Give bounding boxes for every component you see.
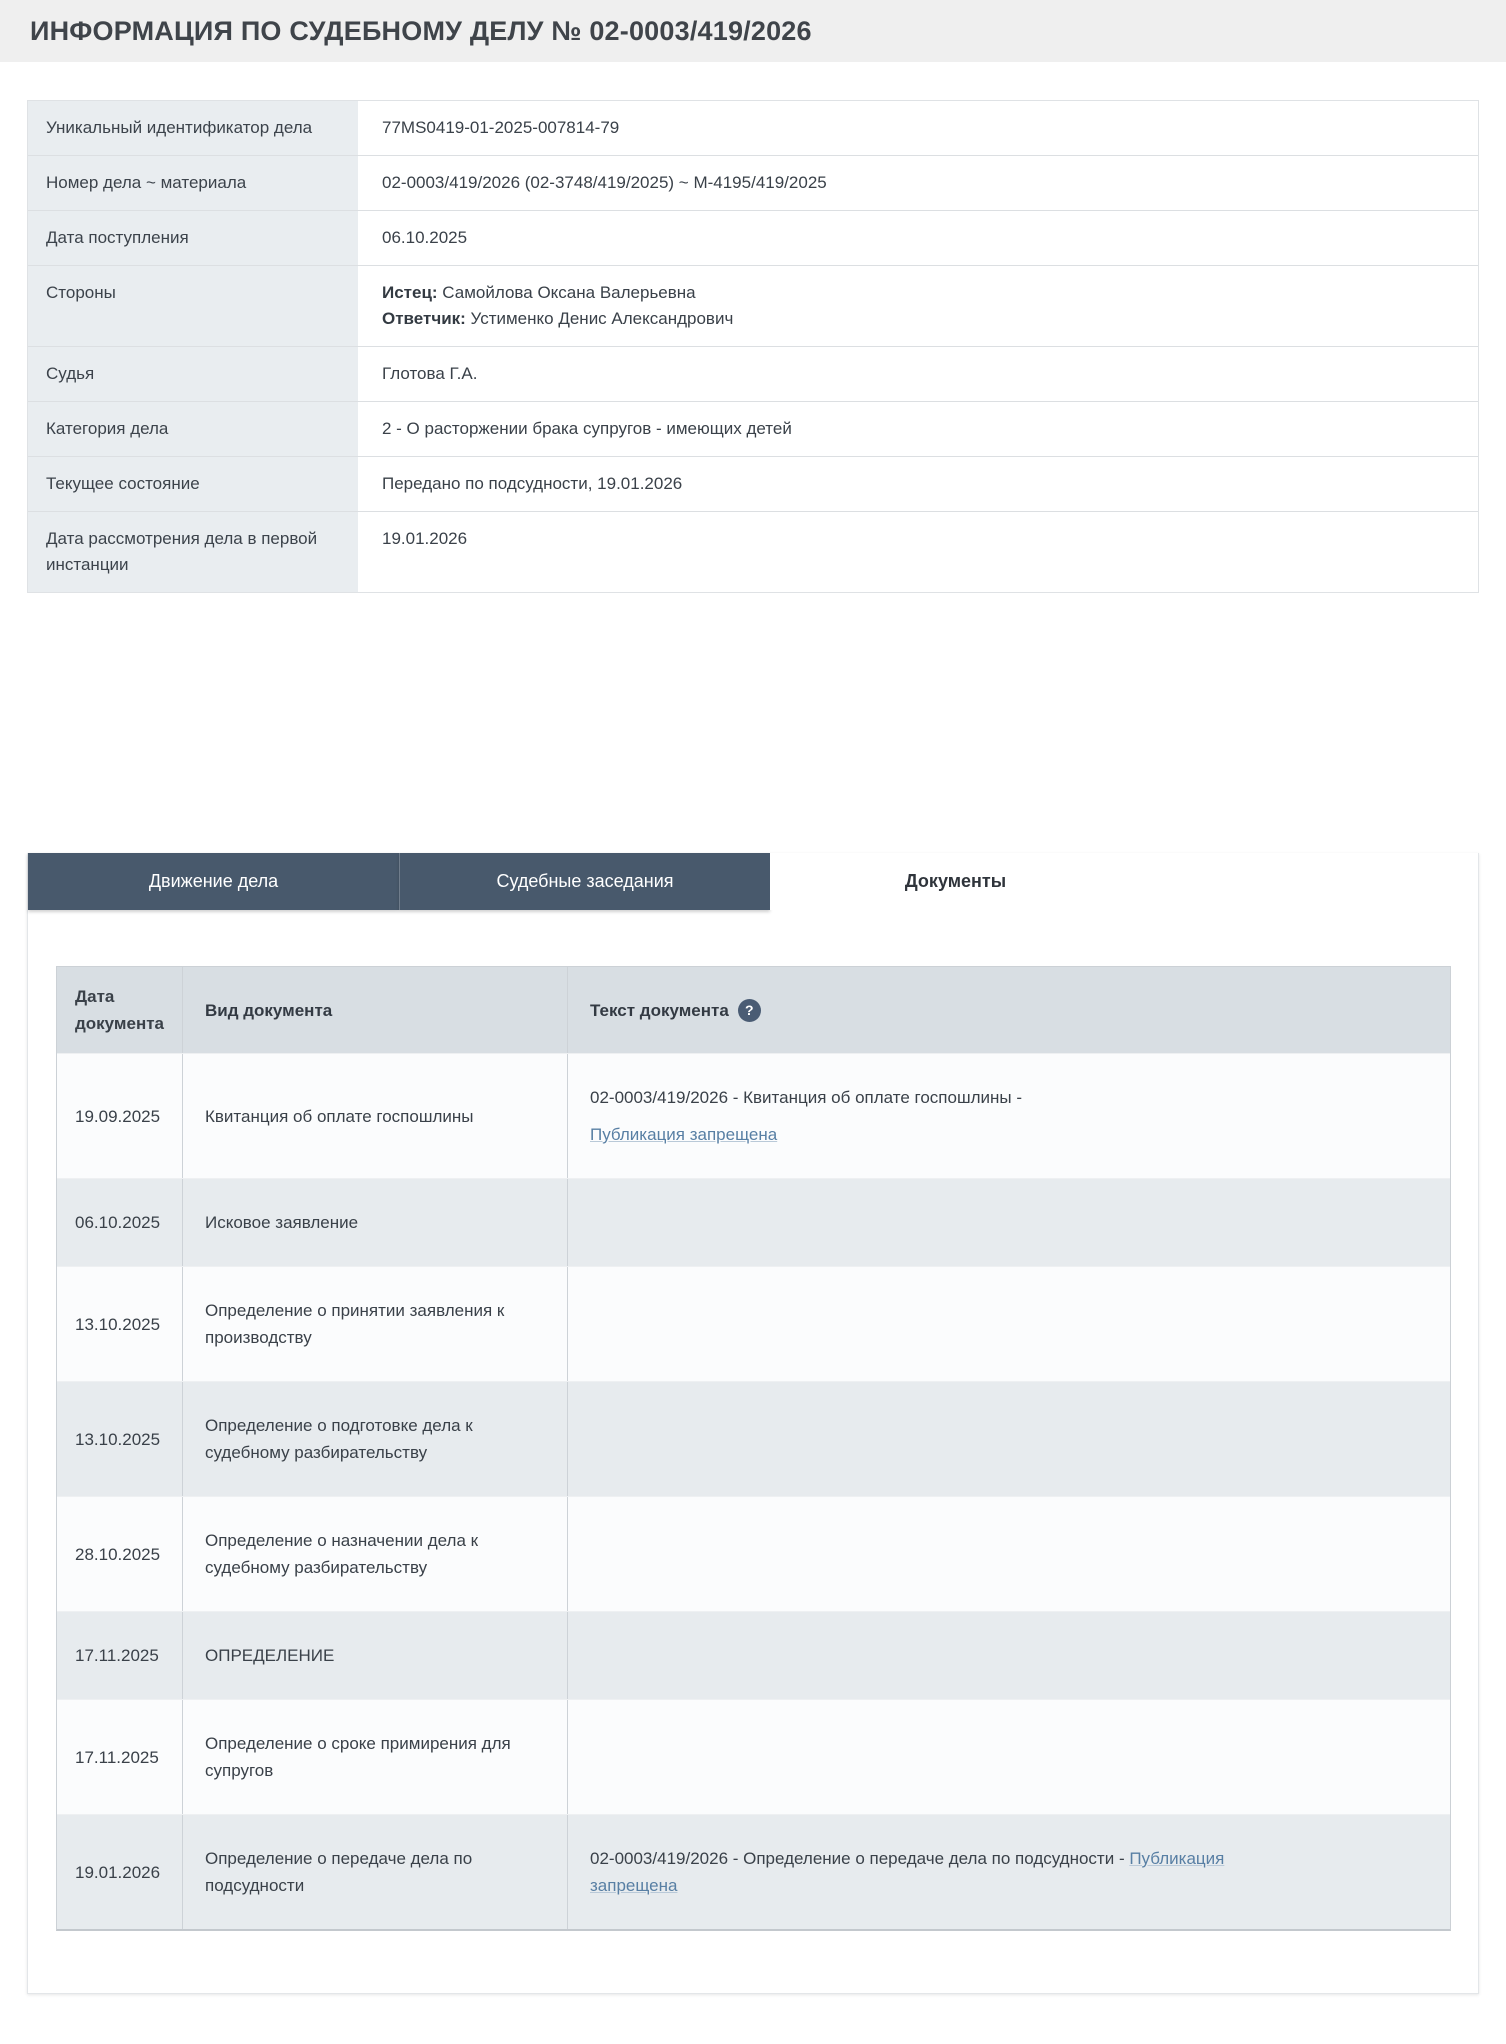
doc-type-cell	[182, 1179, 567, 1266]
doc-type-cell	[182, 1054, 567, 1178]
tabs-bar	[28, 853, 1478, 910]
documents-column-header	[567, 967, 1450, 1053]
doc-type-cell	[182, 1382, 567, 1496]
doc-text-cell	[567, 1179, 1450, 1266]
doc-type-text: Квитанция об оплате госпошлины	[205, 1106, 474, 1126]
help-icon[interactable]: ?	[738, 999, 761, 1022]
doc-date-cell: 28.10.2025	[75, 1544, 161, 1564]
tab-content-panel	[28, 910, 1478, 1993]
documents-column-header: Вид документа	[182, 967, 567, 1053]
case-info-row	[28, 265, 1478, 346]
document-row	[57, 1178, 1450, 1266]
case-info-row	[28, 401, 1478, 456]
case-info-value: 19.01.2026	[358, 512, 1478, 592]
party-line: Истец: Самойлова Оксана Валерьевна	[382, 283, 696, 302]
doc-date-cell: 17.11.2025	[75, 1646, 159, 1665]
case-info-row	[28, 456, 1478, 511]
doc-text-content: 02-0003/419/2026 - Определение о передаче дела по подсудности - Публикация запрещена	[590, 1849, 1225, 1895]
case-info-value: Передано по подсудности, 19.01.2026	[358, 457, 1478, 511]
case-info-label: Дата поступления	[28, 211, 358, 265]
doc-date-cell: 13.10.2025	[75, 1314, 161, 1334]
column-header-label: Текст документа	[590, 1000, 729, 1020]
case-info-label: Судья	[28, 347, 358, 401]
doc-text-cell	[567, 1054, 1450, 1178]
page-header	[0, 0, 1506, 62]
doc-type-text: Определение о назначении дела к судебному разбирательству	[205, 1531, 479, 1577]
doc-date-cell: 06.10.2025	[75, 1213, 161, 1232]
documents-table	[56, 966, 1451, 1931]
case-info-value: 77MS0419-01-2025-007814-79	[358, 101, 1478, 155]
case-info-label: Номер дела ~ материала	[28, 156, 358, 210]
document-row	[57, 1814, 1450, 1929]
tab-dvizhenie-dela[interactable]: Движение дела	[28, 853, 399, 910]
publication-forbidden-link[interactable]: Публикация запрещена	[590, 1125, 778, 1144]
doc-text-cell	[567, 1815, 1450, 1929]
document-row	[57, 1611, 1450, 1699]
doc-type-text: Определение о передаче дела по подсудности	[205, 1849, 473, 1895]
document-row	[57, 1699, 1450, 1814]
case-info-value: 02-0003/419/2026 (02-3748/419/2025) ~ М-4195/419/2025	[358, 156, 1478, 210]
doc-type-text: Определение о сроке примирения для супругов	[205, 1734, 511, 1780]
party-role-label: Ответчик:	[382, 309, 466, 328]
case-info-row	[28, 346, 1478, 401]
case-info-row	[28, 101, 1478, 155]
publication-forbidden-link[interactable]: Публикация запрещена	[590, 1849, 1225, 1895]
case-info-row	[28, 511, 1478, 592]
document-row	[57, 1266, 1450, 1381]
doc-type-cell	[182, 1267, 567, 1381]
party-role-label: Истец:	[382, 283, 438, 302]
doc-text-cell	[567, 1382, 1450, 1496]
case-info-value: Глотова Г.А.	[358, 347, 1478, 401]
doc-text-cell	[567, 1700, 1450, 1814]
case-info-table	[27, 100, 1479, 593]
case-info-label: Стороны	[28, 266, 358, 346]
tabs-panel	[27, 853, 1479, 1994]
party-line: Ответчик: Устименко Денис Александрович	[382, 309, 734, 328]
doc-type-text: Определение о подготовке дела к судебному разбирательству	[205, 1416, 473, 1462]
doc-type-text: Исковое заявление	[205, 1213, 359, 1232]
doc-text-cell	[567, 1497, 1450, 1611]
doc-date-cell: 19.09.2025	[75, 1106, 161, 1126]
doc-date-cell: 13.10.2025	[75, 1429, 161, 1449]
doc-type-cell	[182, 1612, 567, 1699]
doc-date-cell: 19.01.2026	[75, 1862, 161, 1882]
doc-type-text: ОПРЕДЕЛЕНИЕ	[205, 1646, 335, 1665]
case-info-row	[28, 155, 1478, 210]
document-row	[57, 1381, 1450, 1496]
doc-text-cell	[567, 1267, 1450, 1381]
doc-type-text: Определение о принятии заявления к производству	[205, 1301, 505, 1347]
case-info-label: Уникальный идентификатор дела	[28, 101, 358, 155]
doc-text-cell	[567, 1612, 1450, 1699]
documents-column-header: Дата документа	[75, 987, 164, 1033]
case-info-label: Текущее состояние	[28, 457, 358, 511]
doc-type-cell	[182, 1497, 567, 1611]
doc-date-cell: 17.11.2025	[75, 1747, 159, 1767]
doc-type-cell	[182, 1700, 567, 1814]
document-row	[57, 1053, 1450, 1178]
tab-dokumenty[interactable]: Документы	[770, 853, 1141, 910]
case-info-value: 06.10.2025	[358, 211, 1478, 265]
case-info-value	[358, 266, 1478, 346]
page-title: ИНФОРМАЦИЯ ПО СУДЕБНОМУ ДЕЛУ № 02-0003/419/2026	[30, 15, 812, 46]
tab-sudebnye-zasedaniya[interactable]: Судебные заседания	[399, 853, 770, 910]
case-info-value: 2 - О расторжении брака супругов - имеющих детей	[358, 402, 1478, 456]
doc-text-content: 02-0003/419/2026 - Квитанция об оплате госпошлины - Публикация запрещена	[590, 1084, 1022, 1148]
documents-header-row	[57, 967, 1450, 1053]
document-row	[57, 1496, 1450, 1611]
doc-type-cell	[182, 1815, 567, 1929]
case-info-label: Категория дела	[28, 402, 358, 456]
column-header-with-help	[590, 997, 761, 1024]
case-info-row	[28, 210, 1478, 265]
case-info-label: Дата рассмотрения дела в первой инстанции	[28, 512, 358, 592]
